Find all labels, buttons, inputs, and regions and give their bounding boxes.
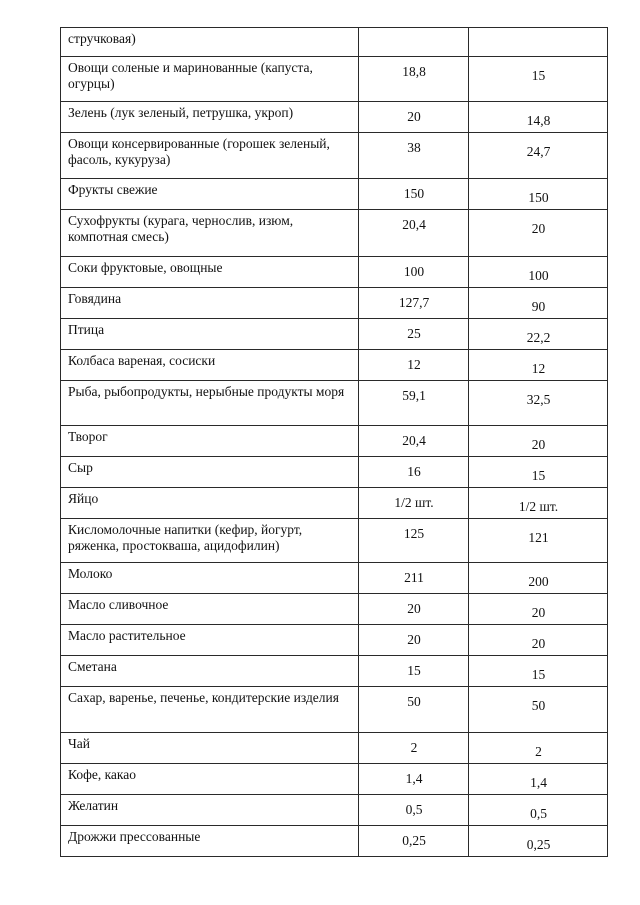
table-row: [61, 656, 608, 687]
product-name: Чай: [61, 733, 359, 764]
product-name: Масло растительное: [61, 625, 359, 656]
value-col-2: 15: [469, 57, 608, 102]
product-name: стручковая): [61, 28, 359, 57]
table-row: [61, 488, 608, 519]
value-col-1: 1/2 шт.: [359, 488, 469, 519]
table-row: [61, 319, 608, 350]
table-row: [61, 350, 608, 381]
value-col-2: 2: [469, 733, 608, 764]
table-row: [61, 179, 608, 210]
value-col-1: 1,4: [359, 764, 469, 795]
value-col-1: 20,4: [359, 210, 469, 257]
value-col-1: 20: [359, 625, 469, 656]
value-col-2: 14,8: [469, 102, 608, 133]
table-row: [61, 133, 608, 179]
table-row: [61, 57, 608, 102]
table-row: [61, 381, 608, 426]
product-name: Рыба, рыбопродукты, нерыбные продукты моря: [61, 381, 359, 426]
value-col-2: 150: [469, 179, 608, 210]
product-name: Овощи соленые и маринованные (капуста, огурцы): [61, 57, 359, 102]
product-name: Сахар, варенье, печенье, кондитерские изделия: [61, 687, 359, 733]
table-row: [61, 795, 608, 826]
product-name: Зелень (лук зеленый, петрушка, укроп): [61, 102, 359, 133]
product-name: Яйцо: [61, 488, 359, 519]
value-col-2: 15: [469, 656, 608, 687]
value-col-1: 20,4: [359, 426, 469, 457]
value-col-2: 12: [469, 350, 608, 381]
value-col-1: 50: [359, 687, 469, 733]
value-col-2: 121: [469, 519, 608, 563]
table-row: [61, 826, 608, 857]
product-name: Сметана: [61, 656, 359, 687]
food-norms-table: [60, 27, 608, 857]
value-col-2: 100: [469, 257, 608, 288]
product-name: Сухофрукты (курага, чернослив, изюм, компотная смесь): [61, 210, 359, 257]
value-col-2: 15: [469, 457, 608, 488]
value-col-2: 32,5: [469, 381, 608, 426]
product-name: Фрукты свежие: [61, 179, 359, 210]
table-row: [61, 102, 608, 133]
table-row: [61, 764, 608, 795]
value-col-1: 16: [359, 457, 469, 488]
value-col-2: [469, 28, 608, 57]
value-col-1: 125: [359, 519, 469, 563]
value-col-2: 1,4: [469, 764, 608, 795]
table-row: [61, 457, 608, 488]
table-row: [61, 733, 608, 764]
value-col-1: 20: [359, 594, 469, 625]
table-row: [61, 563, 608, 594]
value-col-1: 12: [359, 350, 469, 381]
value-col-2: 1/2 шт.: [469, 488, 608, 519]
table-row: [61, 687, 608, 733]
value-col-2: 22,2: [469, 319, 608, 350]
value-col-2: 20: [469, 426, 608, 457]
table-row: [61, 288, 608, 319]
value-col-1: 0,5: [359, 795, 469, 826]
value-col-2: 200: [469, 563, 608, 594]
product-name: Желатин: [61, 795, 359, 826]
product-name: Масло сливочное: [61, 594, 359, 625]
product-name: Овощи консервированные (горошек зеленый, фасоль, кукуруза): [61, 133, 359, 179]
value-col-1: 2: [359, 733, 469, 764]
value-col-1: 100: [359, 257, 469, 288]
product-name: Кисломолочные напитки (кефир, йогурт, ряженка, простокваша, ацидофилин): [61, 519, 359, 563]
value-col-1: 59,1: [359, 381, 469, 426]
table-row: [61, 625, 608, 656]
value-col-1: 18,8: [359, 57, 469, 102]
table-row: [61, 28, 608, 57]
product-name: Колбаса вареная, сосиски: [61, 350, 359, 381]
table-row: [61, 257, 608, 288]
product-name: Соки фруктовые, овощные: [61, 257, 359, 288]
value-col-1: 15: [359, 656, 469, 687]
value-col-1: 127,7: [359, 288, 469, 319]
value-col-2: 20: [469, 625, 608, 656]
value-col-1: 25: [359, 319, 469, 350]
product-name: Кофе, какао: [61, 764, 359, 795]
value-col-2: 50: [469, 687, 608, 733]
product-name: Сыр: [61, 457, 359, 488]
value-col-2: 0,25: [469, 826, 608, 857]
product-name: Творог: [61, 426, 359, 457]
product-name: Дрожжи прессованные: [61, 826, 359, 857]
table-row: [61, 519, 608, 563]
value-col-2: 24,7: [469, 133, 608, 179]
value-col-1: 0,25: [359, 826, 469, 857]
value-col-2: 90: [469, 288, 608, 319]
value-col-2: 20: [469, 210, 608, 257]
value-col-1: 150: [359, 179, 469, 210]
value-col-1: [359, 28, 469, 57]
value-col-2: 0,5: [469, 795, 608, 826]
table-row: [61, 594, 608, 625]
value-col-1: 20: [359, 102, 469, 133]
table-row: [61, 210, 608, 257]
value-col-1: 211: [359, 563, 469, 594]
product-name: Говядина: [61, 288, 359, 319]
product-name: Молоко: [61, 563, 359, 594]
table-row: [61, 426, 608, 457]
value-col-1: 38: [359, 133, 469, 179]
value-col-2: 20: [469, 594, 608, 625]
product-name: Птица: [61, 319, 359, 350]
